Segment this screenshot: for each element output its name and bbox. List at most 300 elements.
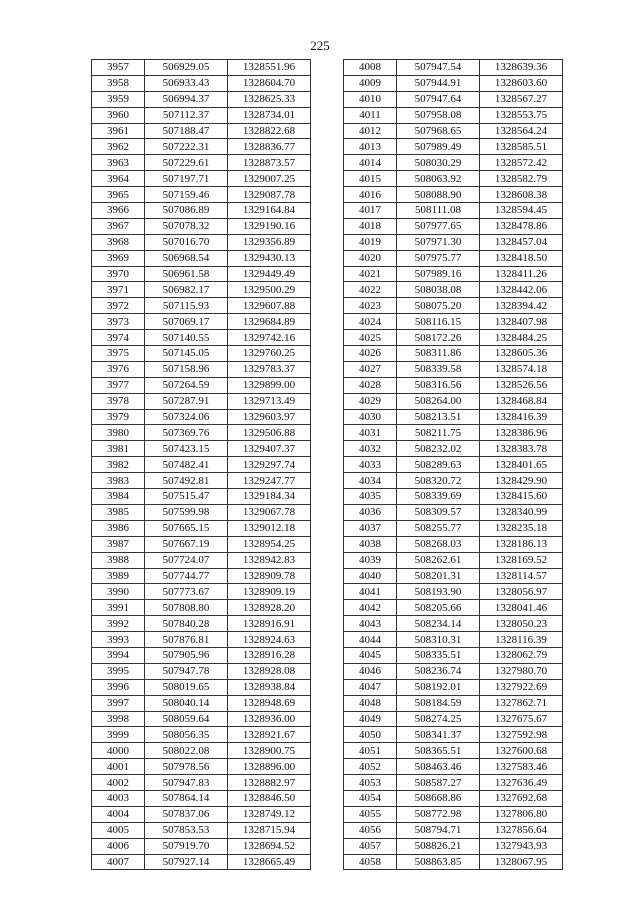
- table-row: [92, 489, 311, 505]
- y-coordinate-cell: 1328603.60: [480, 75, 563, 91]
- x-coordinate-cell: 508668.86: [397, 790, 480, 806]
- table-row: [92, 647, 311, 663]
- point-number-cell: 3975: [92, 346, 145, 362]
- y-coordinate-cell: 1328572.42: [480, 155, 563, 171]
- table-row: [92, 298, 311, 314]
- point-number-cell: 4039: [344, 552, 397, 568]
- table-row: [344, 234, 563, 250]
- y-coordinate-cell: 1328169.52: [480, 552, 563, 568]
- x-coordinate-cell: 508232.02: [397, 441, 480, 457]
- point-number-cell: 3963: [92, 155, 145, 171]
- x-coordinate-cell: 507876.81: [145, 632, 228, 648]
- x-coordinate-cell: 506968.54: [145, 250, 228, 266]
- point-number-cell: 4056: [344, 822, 397, 838]
- point-number-cell: 4033: [344, 457, 397, 473]
- x-coordinate-cell: 508040.14: [145, 695, 228, 711]
- table-row: [92, 91, 311, 107]
- table-row: [344, 330, 563, 346]
- x-coordinate-cell: 507112.37: [145, 107, 228, 123]
- x-coordinate-cell: 507086.89: [145, 203, 228, 219]
- point-number-cell: 4032: [344, 441, 397, 457]
- coordinates-table-right: [343, 59, 563, 870]
- table-row: [344, 616, 563, 632]
- table-row: [92, 314, 311, 330]
- point-number-cell: 4040: [344, 568, 397, 584]
- point-number-cell: 4030: [344, 409, 397, 425]
- point-number-cell: 3980: [92, 425, 145, 441]
- x-coordinate-cell: 508262.61: [397, 552, 480, 568]
- y-coordinate-cell: 1328909.19: [228, 584, 311, 600]
- y-coordinate-cell: 1328582.79: [480, 171, 563, 187]
- table-row: [92, 234, 311, 250]
- point-number-cell: 4018: [344, 218, 397, 234]
- point-number-cell: 3993: [92, 632, 145, 648]
- y-coordinate-cell: 1328694.52: [228, 838, 311, 854]
- y-coordinate-cell: 1328235.18: [480, 520, 563, 536]
- table-row: [92, 75, 311, 91]
- y-coordinate-cell: 1329007.25: [228, 171, 311, 187]
- y-coordinate-cell: 1328551.96: [228, 60, 311, 76]
- x-coordinate-cell: 507069.17: [145, 314, 228, 330]
- table-row: [92, 568, 311, 584]
- y-coordinate-cell: 1328416.39: [480, 409, 563, 425]
- point-number-cell: 3988: [92, 552, 145, 568]
- table-row: [92, 266, 311, 282]
- table-row: [344, 520, 563, 536]
- point-number-cell: 4004: [92, 806, 145, 822]
- point-number-cell: 3997: [92, 695, 145, 711]
- point-number-cell: 3991: [92, 600, 145, 616]
- x-coordinate-cell: 507515.47: [145, 489, 228, 505]
- page-number: 225: [310, 38, 330, 53]
- x-coordinate-cell: 508587.27: [397, 775, 480, 791]
- table-row: [344, 536, 563, 552]
- x-coordinate-cell: 507188.47: [145, 123, 228, 139]
- x-coordinate-cell: 507853.53: [145, 822, 228, 838]
- x-coordinate-cell: 508172.26: [397, 330, 480, 346]
- point-number-cell: 3983: [92, 473, 145, 489]
- point-number-cell: 4019: [344, 234, 397, 250]
- y-coordinate-cell: 1328916.91: [228, 616, 311, 632]
- y-coordinate-cell: 1329190.16: [228, 218, 311, 234]
- table-row: [92, 759, 311, 775]
- y-coordinate-cell: 1328846.50: [228, 790, 311, 806]
- y-coordinate-cell: 1328407.98: [480, 314, 563, 330]
- y-coordinate-cell: 1328429.90: [480, 473, 563, 489]
- x-coordinate-cell: 507944.91: [397, 75, 480, 91]
- table-row: [344, 250, 563, 266]
- point-number-cell: 4026: [344, 346, 397, 362]
- y-coordinate-cell: 1328954.25: [228, 536, 311, 552]
- x-coordinate-cell: 508056.35: [145, 727, 228, 743]
- y-coordinate-cell: 1329713.49: [228, 393, 311, 409]
- table-row: [344, 314, 563, 330]
- point-number-cell: 4003: [92, 790, 145, 806]
- y-coordinate-cell: 1329087.78: [228, 187, 311, 203]
- x-coordinate-cell: 506994.37: [145, 91, 228, 107]
- x-coordinate-cell: 508339.69: [397, 489, 480, 505]
- point-number-cell: 4014: [344, 155, 397, 171]
- table-row: [344, 790, 563, 806]
- point-number-cell: 4036: [344, 504, 397, 520]
- y-coordinate-cell: 1327862.71: [480, 695, 563, 711]
- y-coordinate-cell: 1329607.88: [228, 298, 311, 314]
- point-number-cell: 3981: [92, 441, 145, 457]
- point-number-cell: 3989: [92, 568, 145, 584]
- table-row: [92, 600, 311, 616]
- y-coordinate-cell: 1328478.86: [480, 218, 563, 234]
- y-coordinate-cell: 1328924.63: [228, 632, 311, 648]
- table-row: [92, 790, 311, 806]
- point-number-cell: 4001: [92, 759, 145, 775]
- x-coordinate-cell: 508059.64: [145, 711, 228, 727]
- table-row: [92, 123, 311, 139]
- table-row: [92, 441, 311, 457]
- x-coordinate-cell: 507665.15: [145, 520, 228, 536]
- y-coordinate-cell: 1328665.49: [228, 854, 311, 870]
- point-number-cell: 3994: [92, 647, 145, 663]
- x-coordinate-cell: 507229.61: [145, 155, 228, 171]
- x-coordinate-cell: 507947.64: [397, 91, 480, 107]
- point-number-cell: 4027: [344, 361, 397, 377]
- table-row: [344, 473, 563, 489]
- x-coordinate-cell: 507078.32: [145, 218, 228, 234]
- point-number-cell: 4005: [92, 822, 145, 838]
- table-row: [92, 282, 311, 298]
- point-number-cell: 3969: [92, 250, 145, 266]
- x-coordinate-cell: 508255.77: [397, 520, 480, 536]
- y-coordinate-cell: 1329407.37: [228, 441, 311, 457]
- table-row: [92, 203, 311, 219]
- y-coordinate-cell: 1327922.69: [480, 679, 563, 695]
- table-row: [344, 759, 563, 775]
- x-coordinate-cell: 507773.67: [145, 584, 228, 600]
- table-row: [92, 552, 311, 568]
- y-coordinate-cell: 1327980.70: [480, 663, 563, 679]
- y-coordinate-cell: 1328604.70: [228, 75, 311, 91]
- x-coordinate-cell: 507145.05: [145, 346, 228, 362]
- y-coordinate-cell: 1328442.06: [480, 282, 563, 298]
- point-number-cell: 3965: [92, 187, 145, 203]
- x-coordinate-cell: 508794.71: [397, 822, 480, 838]
- point-number-cell: 3992: [92, 616, 145, 632]
- point-number-cell: 4031: [344, 425, 397, 441]
- table-row: [92, 409, 311, 425]
- point-number-cell: 4022: [344, 282, 397, 298]
- table-row: [344, 218, 563, 234]
- x-coordinate-cell: 507840.28: [145, 616, 228, 632]
- point-number-cell: 4035: [344, 489, 397, 505]
- point-number-cell: 4029: [344, 393, 397, 409]
- x-coordinate-cell: 507197.71: [145, 171, 228, 187]
- y-coordinate-cell: 1328928.20: [228, 600, 311, 616]
- x-coordinate-cell: 507724.07: [145, 552, 228, 568]
- y-coordinate-cell: 1328900.75: [228, 743, 311, 759]
- point-number-cell: 4000: [92, 743, 145, 759]
- y-coordinate-cell: 1329506.88: [228, 425, 311, 441]
- table-row: [344, 346, 563, 362]
- table-row: [92, 536, 311, 552]
- x-coordinate-cell: 507978.56: [145, 759, 228, 775]
- y-coordinate-cell: 1328415.60: [480, 489, 563, 505]
- y-coordinate-cell: 1327943.93: [480, 838, 563, 854]
- table-row: [344, 155, 563, 171]
- x-coordinate-cell: 508365.51: [397, 743, 480, 759]
- point-number-cell: 4028: [344, 377, 397, 393]
- point-number-cell: 3964: [92, 171, 145, 187]
- y-coordinate-cell: 1328594.45: [480, 203, 563, 219]
- x-coordinate-cell: 508264.00: [397, 393, 480, 409]
- point-number-cell: 4012: [344, 123, 397, 139]
- x-coordinate-cell: 507140.55: [145, 330, 228, 346]
- x-coordinate-cell: 507864.14: [145, 790, 228, 806]
- y-coordinate-cell: 1327636.49: [480, 775, 563, 791]
- point-number-cell: 4044: [344, 632, 397, 648]
- y-coordinate-cell: 1328928.08: [228, 663, 311, 679]
- point-number-cell: 3987: [92, 536, 145, 552]
- table-row: [92, 361, 311, 377]
- point-number-cell: 4054: [344, 790, 397, 806]
- x-coordinate-cell: 507016.70: [145, 234, 228, 250]
- point-number-cell: 4047: [344, 679, 397, 695]
- x-coordinate-cell: 508234.14: [397, 616, 480, 632]
- y-coordinate-cell: 1328916.28: [228, 647, 311, 663]
- table-row: [344, 504, 563, 520]
- point-number-cell: 4058: [344, 854, 397, 870]
- x-coordinate-cell: 507744.77: [145, 568, 228, 584]
- x-coordinate-cell: 508316.56: [397, 377, 480, 393]
- y-coordinate-cell: 1329012.18: [228, 520, 311, 536]
- y-coordinate-cell: 1329760.25: [228, 346, 311, 362]
- y-coordinate-cell: 1329899.00: [228, 377, 311, 393]
- table-row: [92, 695, 311, 711]
- point-number-cell: 4002: [92, 775, 145, 791]
- point-number-cell: 4043: [344, 616, 397, 632]
- point-number-cell: 4024: [344, 314, 397, 330]
- x-coordinate-cell: 507975.77: [397, 250, 480, 266]
- table-row: [92, 504, 311, 520]
- y-coordinate-cell: 1328938.84: [228, 679, 311, 695]
- table-row: [344, 187, 563, 203]
- table-row: [344, 409, 563, 425]
- point-number-cell: 4006: [92, 838, 145, 854]
- table-row: [92, 632, 311, 648]
- x-coordinate-cell: 508111.08: [397, 203, 480, 219]
- x-coordinate-cell: 507947.83: [145, 775, 228, 791]
- point-number-cell: 4042: [344, 600, 397, 616]
- x-coordinate-cell: 508088.90: [397, 187, 480, 203]
- y-coordinate-cell: 1328639.36: [480, 60, 563, 76]
- y-coordinate-cell: 1328936.00: [228, 711, 311, 727]
- y-coordinate-cell: 1328114.57: [480, 568, 563, 584]
- point-number-cell: 3957: [92, 60, 145, 76]
- y-coordinate-cell: 1328921.67: [228, 727, 311, 743]
- y-coordinate-cell: 1327806.80: [480, 806, 563, 822]
- table-row: [92, 346, 311, 362]
- x-coordinate-cell: 506982.17: [145, 282, 228, 298]
- table-row: [344, 775, 563, 791]
- table-row: [344, 266, 563, 282]
- table-row: [92, 60, 311, 76]
- point-number-cell: 3986: [92, 520, 145, 536]
- x-coordinate-cell: 508201.31: [397, 568, 480, 584]
- y-coordinate-cell: 1329449.49: [228, 266, 311, 282]
- point-number-cell: 3966: [92, 203, 145, 219]
- table-row: [92, 250, 311, 266]
- point-number-cell: 4025: [344, 330, 397, 346]
- table-row: [344, 743, 563, 759]
- y-coordinate-cell: 1329742.16: [228, 330, 311, 346]
- table-row: [344, 568, 563, 584]
- table-row: [344, 425, 563, 441]
- x-coordinate-cell: 508236.74: [397, 663, 480, 679]
- y-coordinate-cell: 1327692.68: [480, 790, 563, 806]
- y-coordinate-cell: 1328526.56: [480, 377, 563, 393]
- y-coordinate-cell: 1328564.24: [480, 123, 563, 139]
- y-coordinate-cell: 1329783.37: [228, 361, 311, 377]
- table-row: [92, 711, 311, 727]
- point-number-cell: 4045: [344, 647, 397, 663]
- point-number-cell: 3973: [92, 314, 145, 330]
- y-coordinate-cell: 1328873.57: [228, 155, 311, 171]
- point-number-cell: 4050: [344, 727, 397, 743]
- x-coordinate-cell: 507369.76: [145, 425, 228, 441]
- x-coordinate-cell: 508311.86: [397, 346, 480, 362]
- x-coordinate-cell: 508211.75: [397, 425, 480, 441]
- point-number-cell: 3978: [92, 393, 145, 409]
- x-coordinate-cell: 508063.92: [397, 171, 480, 187]
- point-number-cell: 4038: [344, 536, 397, 552]
- x-coordinate-cell: 507324.06: [145, 409, 228, 425]
- y-coordinate-cell: 1328909.78: [228, 568, 311, 584]
- point-number-cell: 4057: [344, 838, 397, 854]
- x-coordinate-cell: 507423.15: [145, 441, 228, 457]
- x-coordinate-cell: 507158.96: [145, 361, 228, 377]
- x-coordinate-cell: 507947.54: [397, 60, 480, 76]
- y-coordinate-cell: 1328625.33: [228, 91, 311, 107]
- table-row: [344, 854, 563, 870]
- x-coordinate-cell: 507667.19: [145, 536, 228, 552]
- table-row: [344, 663, 563, 679]
- y-coordinate-cell: 1328605.36: [480, 346, 563, 362]
- x-coordinate-cell: 507599.98: [145, 504, 228, 520]
- x-coordinate-cell: 507977.65: [397, 218, 480, 234]
- x-coordinate-cell: 507492.81: [145, 473, 228, 489]
- y-coordinate-cell: 1329430.13: [228, 250, 311, 266]
- table-row: [344, 584, 563, 600]
- x-coordinate-cell: 508184.59: [397, 695, 480, 711]
- table-row: [344, 361, 563, 377]
- point-number-cell: 4017: [344, 203, 397, 219]
- y-coordinate-cell: 1328896.00: [228, 759, 311, 775]
- table-row: [92, 806, 311, 822]
- x-coordinate-cell: 507222.31: [145, 139, 228, 155]
- point-number-cell: 3959: [92, 91, 145, 107]
- table-row: [344, 838, 563, 854]
- point-number-cell: 4034: [344, 473, 397, 489]
- table-row: [92, 663, 311, 679]
- y-coordinate-cell: 1328041.46: [480, 600, 563, 616]
- x-coordinate-cell: 507927.14: [145, 854, 228, 870]
- table-row: [344, 727, 563, 743]
- y-coordinate-cell: 1329184.34: [228, 489, 311, 505]
- point-number-cell: 4023: [344, 298, 397, 314]
- y-coordinate-cell: 1328411.26: [480, 266, 563, 282]
- y-coordinate-cell: 1328116.39: [480, 632, 563, 648]
- table-row: [344, 695, 563, 711]
- x-coordinate-cell: 506933.43: [145, 75, 228, 91]
- table-row: [92, 854, 311, 870]
- table-row: [92, 743, 311, 759]
- point-number-cell: 3977: [92, 377, 145, 393]
- y-coordinate-cell: 1328553.75: [480, 107, 563, 123]
- y-coordinate-cell: 1327592.98: [480, 727, 563, 743]
- point-number-cell: 4048: [344, 695, 397, 711]
- x-coordinate-cell: 508863.85: [397, 854, 480, 870]
- y-coordinate-cell: 1328186.13: [480, 536, 563, 552]
- table-row: [344, 171, 563, 187]
- table-row: [92, 838, 311, 854]
- x-coordinate-cell: 508826.21: [397, 838, 480, 854]
- point-number-cell: 3958: [92, 75, 145, 91]
- y-coordinate-cell: 1327856.64: [480, 822, 563, 838]
- y-coordinate-cell: 1329164.84: [228, 203, 311, 219]
- x-coordinate-cell: 507905.96: [145, 647, 228, 663]
- y-coordinate-cell: 1329067.78: [228, 504, 311, 520]
- table-row: [92, 377, 311, 393]
- table-row: [344, 139, 563, 155]
- table-row: [92, 822, 311, 838]
- y-coordinate-cell: 1328942.83: [228, 552, 311, 568]
- table-row: [92, 393, 311, 409]
- point-number-cell: 3972: [92, 298, 145, 314]
- y-coordinate-cell: 1328394.42: [480, 298, 563, 314]
- y-coordinate-cell: 1328585.51: [480, 139, 563, 155]
- x-coordinate-cell: 507808.80: [145, 600, 228, 616]
- point-number-cell: 4010: [344, 91, 397, 107]
- x-coordinate-cell: 507958.08: [397, 107, 480, 123]
- point-number-cell: 3990: [92, 584, 145, 600]
- x-coordinate-cell: 507264.59: [145, 377, 228, 393]
- point-number-cell: 4052: [344, 759, 397, 775]
- table-row: [92, 727, 311, 743]
- x-coordinate-cell: 507837.06: [145, 806, 228, 822]
- y-coordinate-cell: 1328574.18: [480, 361, 563, 377]
- x-coordinate-cell: 508019.65: [145, 679, 228, 695]
- table-row: [344, 711, 563, 727]
- table-row: [92, 155, 311, 171]
- table-row: [344, 600, 563, 616]
- point-number-cell: 3985: [92, 504, 145, 520]
- table-row: [344, 806, 563, 822]
- y-coordinate-cell: 1328386.96: [480, 425, 563, 441]
- table-row: [92, 584, 311, 600]
- table-row: [344, 60, 563, 76]
- point-number-cell: 4020: [344, 250, 397, 266]
- y-coordinate-cell: 1328836.77: [228, 139, 311, 155]
- y-coordinate-cell: 1328822.68: [228, 123, 311, 139]
- point-number-cell: 4037: [344, 520, 397, 536]
- point-number-cell: 4007: [92, 854, 145, 870]
- table-row: [344, 679, 563, 695]
- y-coordinate-cell: 1328050.23: [480, 616, 563, 632]
- table-row: [92, 679, 311, 695]
- y-coordinate-cell: 1328383.78: [480, 441, 563, 457]
- y-coordinate-cell: 1328484.25: [480, 330, 563, 346]
- x-coordinate-cell: 508116.15: [397, 314, 480, 330]
- point-number-cell: 4015: [344, 171, 397, 187]
- x-coordinate-cell: 508309.57: [397, 504, 480, 520]
